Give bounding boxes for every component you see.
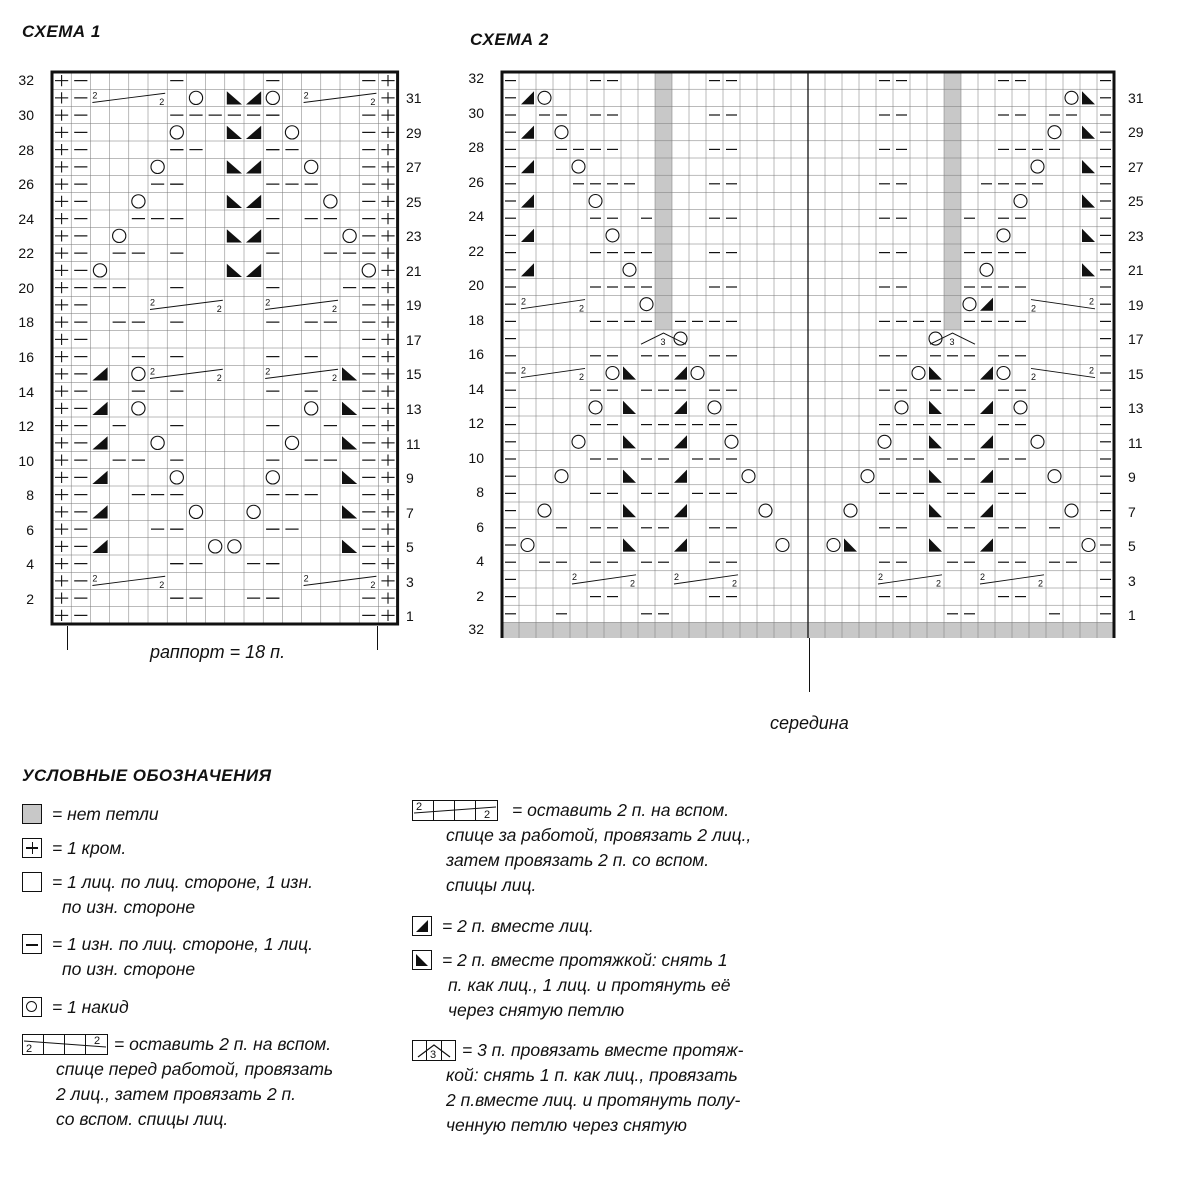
dec3-icon bbox=[412, 1040, 456, 1062]
no-stitch-cell bbox=[944, 175, 961, 192]
scheme1-row-labels-left bbox=[4, 70, 40, 626]
yarn-over-mark bbox=[285, 436, 298, 449]
cable-number: 2 bbox=[159, 580, 165, 590]
yarn-over-mark bbox=[1031, 435, 1044, 448]
cable-number: 2 bbox=[265, 366, 271, 377]
legend-dec3-text-1: = 3 п. провязать вместе протяж- bbox=[462, 1040, 744, 1060]
no-stitch-cell bbox=[655, 244, 672, 261]
repeat-marker-left bbox=[67, 626, 68, 650]
row-label: 14 bbox=[468, 381, 484, 397]
no-stitch-cell bbox=[757, 622, 774, 638]
no-stitch-cell bbox=[655, 261, 672, 278]
cable-number: 2 bbox=[674, 571, 680, 582]
legend-cable-front-text-1: = оставить 2 п. на вспом. bbox=[114, 1034, 332, 1054]
svg-text:2: 2 bbox=[484, 809, 491, 821]
row-label: 5 bbox=[406, 539, 414, 555]
cable-number: 2 bbox=[1089, 365, 1095, 376]
cable-number: 2 bbox=[265, 297, 271, 308]
yarn-over-mark bbox=[674, 332, 687, 345]
row-label: 1 bbox=[406, 608, 414, 624]
legend-title: УСЛОВНЫЕ ОБОЗНАЧЕНИЯ bbox=[22, 766, 272, 785]
no-stitch-cell bbox=[944, 261, 961, 278]
no-stitch-cell bbox=[944, 158, 961, 175]
legend-cable-back bbox=[412, 796, 751, 900]
repeat-marker-right bbox=[377, 626, 378, 650]
no-stitch-cell bbox=[1046, 622, 1063, 638]
row-label: 7 bbox=[406, 505, 414, 521]
cable-number: 2 bbox=[216, 304, 222, 314]
yarn-over-mark bbox=[555, 470, 568, 483]
yarn-over-mark bbox=[861, 470, 874, 483]
row-label: 7 bbox=[1128, 504, 1136, 520]
no-stitch-cell bbox=[655, 313, 672, 330]
yarn-over-mark bbox=[521, 539, 534, 552]
row-label: 4 bbox=[476, 553, 484, 569]
yarn-over-mark bbox=[538, 504, 551, 517]
no-stitch-cell bbox=[808, 622, 825, 638]
legend-no-stitch-text: = нет петли bbox=[52, 804, 159, 824]
row-label: 26 bbox=[468, 174, 484, 190]
legend-cable-front-text-4: со вспом. спицы лиц. bbox=[56, 1109, 229, 1129]
yarn-over-mark bbox=[132, 195, 145, 208]
row-label: 13 bbox=[1128, 400, 1144, 416]
no-stitch-cell bbox=[570, 622, 587, 638]
cable-number: 2 bbox=[1089, 296, 1095, 307]
cable-number: 2 bbox=[1031, 303, 1037, 314]
row-label: 31 bbox=[1128, 90, 1144, 106]
yarn-over-mark bbox=[572, 435, 585, 448]
middle-caption: середина bbox=[770, 713, 849, 733]
yarn-over-mark bbox=[113, 229, 126, 242]
yarn-over-mark bbox=[151, 436, 164, 449]
row-label: 31 bbox=[406, 90, 422, 106]
yarn-over-mark bbox=[189, 91, 202, 104]
row-label: 13 bbox=[406, 401, 422, 417]
scheme2-title: СХЕМА 2 bbox=[470, 30, 549, 49]
cable-back-icon bbox=[412, 800, 498, 822]
row-label: 16 bbox=[468, 346, 484, 362]
row-label: 32 bbox=[468, 70, 484, 86]
yarn-over-mark bbox=[1082, 539, 1095, 552]
yarn-over-mark bbox=[589, 195, 602, 208]
scheme1-title: СХЕМА 1 bbox=[22, 22, 101, 41]
legend-cable-back-text-1: = оставить 2 п. на вспом. bbox=[512, 800, 730, 820]
cable-number: 2 bbox=[92, 90, 98, 101]
cable-number: 2 bbox=[878, 571, 884, 582]
cable-number: 2 bbox=[332, 304, 338, 314]
cable-number: 2 bbox=[936, 578, 942, 589]
yarn-over-mark bbox=[343, 229, 356, 242]
yarn-over-mark bbox=[132, 367, 145, 380]
row-label: 28 bbox=[18, 142, 34, 158]
no-stitch-cell bbox=[1080, 622, 1097, 638]
yarn-over-mark bbox=[228, 540, 241, 553]
cable-number: 2 bbox=[150, 366, 156, 377]
cable-number: 2 bbox=[980, 571, 986, 582]
cable-number: 2 bbox=[216, 373, 222, 383]
yarn-over-mark bbox=[997, 229, 1010, 242]
row-label: 22 bbox=[18, 245, 34, 261]
no-stitch-cell bbox=[1029, 622, 1046, 638]
repeat-caption: раппорт = 18 п. bbox=[150, 642, 286, 662]
no-stitch-cell bbox=[1012, 622, 1029, 638]
yarn-over-mark bbox=[844, 504, 857, 517]
svg-text:2: 2 bbox=[94, 1035, 101, 1047]
row-label: 27 bbox=[406, 159, 422, 175]
row-label: 21 bbox=[406, 263, 422, 279]
legend-knit-text-2: по изн. стороне bbox=[62, 897, 196, 917]
yarn-over-mark bbox=[997, 367, 1010, 380]
cable-number: 2 bbox=[370, 580, 376, 590]
yarn-over-mark bbox=[572, 160, 585, 173]
yarn-over-mark bbox=[1031, 160, 1044, 173]
no-stitch-cell bbox=[944, 622, 961, 638]
legend-knit-text-1: = 1 лиц. по лиц. стороне, 1 изн. bbox=[52, 872, 313, 892]
legend-edge-text: = 1 кром. bbox=[52, 838, 127, 858]
row-label: 11 bbox=[406, 436, 421, 452]
yarn-over-mark bbox=[1014, 195, 1027, 208]
no-stitch-cell bbox=[655, 227, 672, 244]
yarn-over-mark bbox=[963, 298, 976, 311]
yarn-over-mark bbox=[324, 195, 337, 208]
no-stitch-cell bbox=[910, 622, 927, 638]
yarn-over-mark bbox=[776, 539, 789, 552]
row-label: 14 bbox=[18, 384, 34, 400]
cable-number: 2 bbox=[572, 571, 578, 582]
row-label: 30 bbox=[18, 107, 34, 123]
no-stitch-cell bbox=[519, 622, 536, 638]
legend-knit bbox=[22, 868, 313, 922]
scheme2-row-labels-left bbox=[454, 70, 490, 638]
yarn-over-mark bbox=[1048, 126, 1061, 139]
no-stitch-cell bbox=[791, 622, 808, 638]
yarn-over-mark bbox=[266, 91, 279, 104]
no-stitch-cell bbox=[655, 296, 672, 313]
legend-yo-text: = 1 накид bbox=[52, 997, 129, 1017]
legend-purl bbox=[22, 930, 313, 984]
plus-icon bbox=[22, 838, 42, 858]
yarn-over-mark bbox=[209, 540, 222, 553]
yarn-over-mark bbox=[285, 126, 298, 139]
no-stitch-cell bbox=[944, 313, 961, 330]
no-stitch-cell bbox=[655, 622, 672, 638]
no-stitch-cell bbox=[927, 622, 944, 638]
row-label: 5 bbox=[1128, 538, 1136, 554]
row-label: 9 bbox=[1128, 469, 1136, 485]
row-label: 19 bbox=[406, 297, 422, 313]
yarn-over-mark bbox=[895, 401, 908, 414]
row-label: 23 bbox=[1128, 228, 1144, 244]
row-label: 25 bbox=[1128, 193, 1144, 209]
legend-no-stitch bbox=[22, 800, 159, 829]
row-label: 2 bbox=[26, 591, 34, 607]
no-stitch-cell bbox=[655, 124, 672, 141]
row-label: 11 bbox=[1128, 435, 1143, 451]
legend-dec3 bbox=[412, 1036, 743, 1140]
yarn-over-mark bbox=[912, 367, 925, 380]
yarn-over-mark bbox=[1048, 470, 1061, 483]
row-label: 24 bbox=[468, 208, 484, 224]
no-stitch-cell bbox=[706, 622, 723, 638]
row-label: 12 bbox=[18, 418, 34, 434]
no-stitch-cell bbox=[536, 622, 553, 638]
row-label: 8 bbox=[26, 487, 34, 503]
no-stitch-cell bbox=[944, 106, 961, 123]
no-stitch-cell bbox=[978, 622, 995, 638]
cable-number: 2 bbox=[370, 97, 376, 107]
dec3-number: 3 bbox=[660, 337, 666, 348]
dash-icon bbox=[22, 934, 42, 954]
yarn-over-mark bbox=[878, 435, 891, 448]
legend-dec3-text-4: ченную петлю через снятую bbox=[446, 1115, 687, 1135]
cable-number: 2 bbox=[521, 365, 527, 376]
cable-number: 2 bbox=[1038, 578, 1044, 589]
no-stitch-cell bbox=[825, 622, 842, 638]
row-label: 19 bbox=[1128, 297, 1144, 313]
yarn-over-mark bbox=[1065, 504, 1078, 517]
cable-number: 2 bbox=[303, 90, 309, 101]
bottom-row-label: 32 bbox=[468, 621, 484, 637]
no-stitch-cell bbox=[655, 192, 672, 209]
no-stitch-cell bbox=[1063, 622, 1080, 638]
no-stitch-cell bbox=[944, 227, 961, 244]
no-stitch-cell bbox=[655, 278, 672, 295]
yarn-over-mark bbox=[589, 401, 602, 414]
no-stitch-cell bbox=[944, 72, 961, 89]
scheme2-row-labels-right bbox=[1128, 70, 1164, 638]
legend-k2tog-text: = 2 п. вместе лиц. bbox=[442, 916, 594, 936]
circle-icon bbox=[22, 997, 42, 1017]
middle-marker bbox=[809, 638, 810, 692]
row-label: 28 bbox=[468, 139, 484, 155]
yarn-over-mark bbox=[132, 402, 145, 415]
row-label: 17 bbox=[406, 332, 422, 348]
scheme1-row-labels-right bbox=[406, 70, 442, 626]
yarn-over-mark bbox=[742, 470, 755, 483]
yarn-over-mark bbox=[247, 505, 260, 518]
row-label: 20 bbox=[18, 280, 34, 296]
cable-number: 2 bbox=[579, 303, 585, 314]
row-label: 23 bbox=[406, 228, 422, 244]
yarn-over-mark bbox=[708, 401, 721, 414]
svg-text:2: 2 bbox=[26, 1043, 33, 1055]
cable-number: 2 bbox=[521, 296, 527, 307]
yarn-over-mark bbox=[170, 126, 183, 139]
no-stitch-cell bbox=[944, 278, 961, 295]
row-label: 10 bbox=[468, 450, 484, 466]
legend-yo bbox=[22, 993, 129, 1022]
row-label: 27 bbox=[1128, 159, 1144, 175]
legend-cable-front bbox=[22, 1030, 333, 1134]
legend-dec3-text-3: 2 п.вместе лиц. и протянуть полу- bbox=[446, 1090, 741, 1110]
row-label: 3 bbox=[1128, 573, 1136, 589]
row-label: 6 bbox=[476, 519, 484, 535]
no-stitch-cell bbox=[655, 89, 672, 106]
legend-cable-back-text-3: затем провязать 2 п. со вспом. bbox=[446, 850, 710, 870]
no-stitch-cell bbox=[740, 622, 757, 638]
yarn-over-mark bbox=[305, 402, 318, 415]
legend-ssk-text-3: через снятую петлю bbox=[448, 1000, 625, 1020]
cable-number: 2 bbox=[1031, 372, 1037, 383]
legend-cable-back-text-2: спице за работой, провязать 2 лиц., bbox=[446, 825, 752, 845]
no-stitch-cell bbox=[876, 622, 893, 638]
row-label: 29 bbox=[406, 125, 422, 141]
yarn-over-mark bbox=[1065, 91, 1078, 104]
no-stitch-cell bbox=[944, 192, 961, 209]
row-label: 1 bbox=[1128, 607, 1136, 623]
no-stitch-cell bbox=[587, 622, 604, 638]
row-label: 32 bbox=[18, 72, 34, 88]
legend-edge bbox=[22, 834, 126, 863]
legend-ssk bbox=[412, 946, 731, 1025]
yarn-over-mark bbox=[606, 229, 619, 242]
no-stitch-cell bbox=[672, 622, 689, 638]
yarn-over-mark bbox=[266, 471, 279, 484]
yarn-over-mark bbox=[827, 539, 840, 552]
row-label: 2 bbox=[476, 588, 484, 604]
no-stitch-cell bbox=[689, 622, 706, 638]
legend-ssk-text-1: = 2 п. вместе протяжкой: снять 1 bbox=[442, 950, 728, 970]
no-stitch-cell bbox=[655, 106, 672, 123]
yarn-over-mark bbox=[980, 263, 993, 276]
no-stitch-cell bbox=[502, 622, 519, 638]
legend-purl-text-2: по изн. стороне bbox=[62, 959, 196, 979]
cable-number: 2 bbox=[150, 297, 156, 308]
row-label: 21 bbox=[1128, 262, 1144, 278]
row-label: 18 bbox=[468, 312, 484, 328]
svg-text:2: 2 bbox=[416, 801, 423, 813]
row-label: 17 bbox=[1128, 331, 1144, 347]
yarn-over-mark bbox=[1014, 401, 1027, 414]
scheme1-chart bbox=[50, 70, 400, 626]
no-stitch-cell bbox=[842, 622, 859, 638]
cable-number: 2 bbox=[332, 373, 338, 383]
svg-text:3: 3 bbox=[430, 1049, 437, 1061]
row-label: 10 bbox=[18, 453, 34, 469]
yarn-over-mark bbox=[151, 160, 164, 173]
no-stitch-cell bbox=[944, 89, 961, 106]
no-stitch-cell bbox=[655, 175, 672, 192]
yarn-over-mark bbox=[362, 264, 375, 277]
no-stitch-cell bbox=[655, 141, 672, 158]
legend-k2tog bbox=[412, 912, 594, 941]
legend-cable-front-text-3: 2 лиц., затем провязать 2 п. bbox=[56, 1084, 297, 1104]
no-stitch-cell bbox=[638, 622, 655, 638]
no-stitch-cell bbox=[604, 622, 621, 638]
cable-number: 2 bbox=[92, 573, 98, 584]
no-stitch-cell bbox=[774, 622, 791, 638]
yarn-over-mark bbox=[555, 126, 568, 139]
dec3-number: 3 bbox=[949, 337, 955, 348]
yarn-over-mark bbox=[691, 367, 704, 380]
k2tog-icon bbox=[412, 916, 432, 936]
yarn-over-mark bbox=[538, 91, 551, 104]
row-label: 20 bbox=[468, 277, 484, 293]
no-stitch-cell bbox=[723, 622, 740, 638]
no-stitch-cell bbox=[553, 622, 570, 638]
cable-number: 2 bbox=[303, 573, 309, 584]
row-label: 18 bbox=[18, 314, 34, 330]
no-stitch-cell bbox=[944, 210, 961, 227]
row-label: 22 bbox=[468, 243, 484, 259]
no-stitch-cell bbox=[944, 244, 961, 261]
no-stitch-cell bbox=[655, 158, 672, 175]
row-label: 15 bbox=[406, 366, 422, 382]
row-label: 8 bbox=[476, 484, 484, 500]
row-label: 15 bbox=[1128, 366, 1144, 382]
row-label: 24 bbox=[18, 211, 34, 227]
row-label: 12 bbox=[468, 415, 484, 431]
yarn-over-mark bbox=[623, 263, 636, 276]
ssk-icon bbox=[412, 950, 432, 970]
no-stitch-cell bbox=[1097, 622, 1114, 638]
legend-cable-back-text-4: спицы лиц. bbox=[446, 875, 537, 895]
cable-front-icon bbox=[22, 1034, 108, 1056]
no-stitch-cell bbox=[893, 622, 910, 638]
scheme2-chart bbox=[500, 70, 1120, 638]
yarn-over-mark bbox=[93, 264, 106, 277]
legend-purl-text-1: = 1 изн. по лиц. стороне, 1 лиц. bbox=[52, 934, 313, 954]
yarn-over-mark bbox=[170, 471, 183, 484]
cable-number: 2 bbox=[159, 97, 165, 107]
legend-cable-front-text-2: спице перед работой, провязать bbox=[56, 1059, 334, 1079]
row-label: 30 bbox=[468, 105, 484, 121]
cable-number: 2 bbox=[579, 372, 585, 383]
yarn-over-mark bbox=[759, 504, 772, 517]
yarn-over-mark bbox=[305, 160, 318, 173]
row-label: 29 bbox=[1128, 124, 1144, 140]
no-stitch-cell bbox=[944, 124, 961, 141]
row-label: 25 bbox=[406, 194, 422, 210]
row-label: 9 bbox=[406, 470, 414, 486]
no-stitch-cell bbox=[621, 622, 638, 638]
yarn-over-mark bbox=[929, 332, 942, 345]
cable-number: 2 bbox=[732, 578, 738, 589]
yarn-over-mark bbox=[725, 435, 738, 448]
no-stitch-swatch bbox=[22, 804, 42, 824]
no-stitch-cell bbox=[944, 141, 961, 158]
no-stitch-cell bbox=[995, 622, 1012, 638]
yarn-over-mark bbox=[640, 298, 653, 311]
row-label: 3 bbox=[406, 574, 414, 590]
empty-cell-icon bbox=[22, 872, 42, 892]
row-label: 26 bbox=[18, 176, 34, 192]
no-stitch-cell bbox=[655, 72, 672, 89]
legend-ssk-text-2: п. как лиц., 1 лиц. и протянуть её bbox=[448, 975, 731, 995]
no-stitch-cell bbox=[961, 622, 978, 638]
row-label: 6 bbox=[26, 522, 34, 538]
yarn-over-mark bbox=[189, 505, 202, 518]
row-label: 16 bbox=[18, 349, 34, 365]
row-label: 4 bbox=[26, 556, 34, 572]
legend-dec3-text-2: кой: снять 1 п. как лиц., провязать bbox=[446, 1065, 738, 1085]
no-stitch-cell bbox=[655, 210, 672, 227]
cable-number: 2 bbox=[630, 578, 636, 589]
no-stitch-cell bbox=[944, 296, 961, 313]
yarn-over-mark bbox=[606, 367, 619, 380]
no-stitch-cell bbox=[859, 622, 876, 638]
